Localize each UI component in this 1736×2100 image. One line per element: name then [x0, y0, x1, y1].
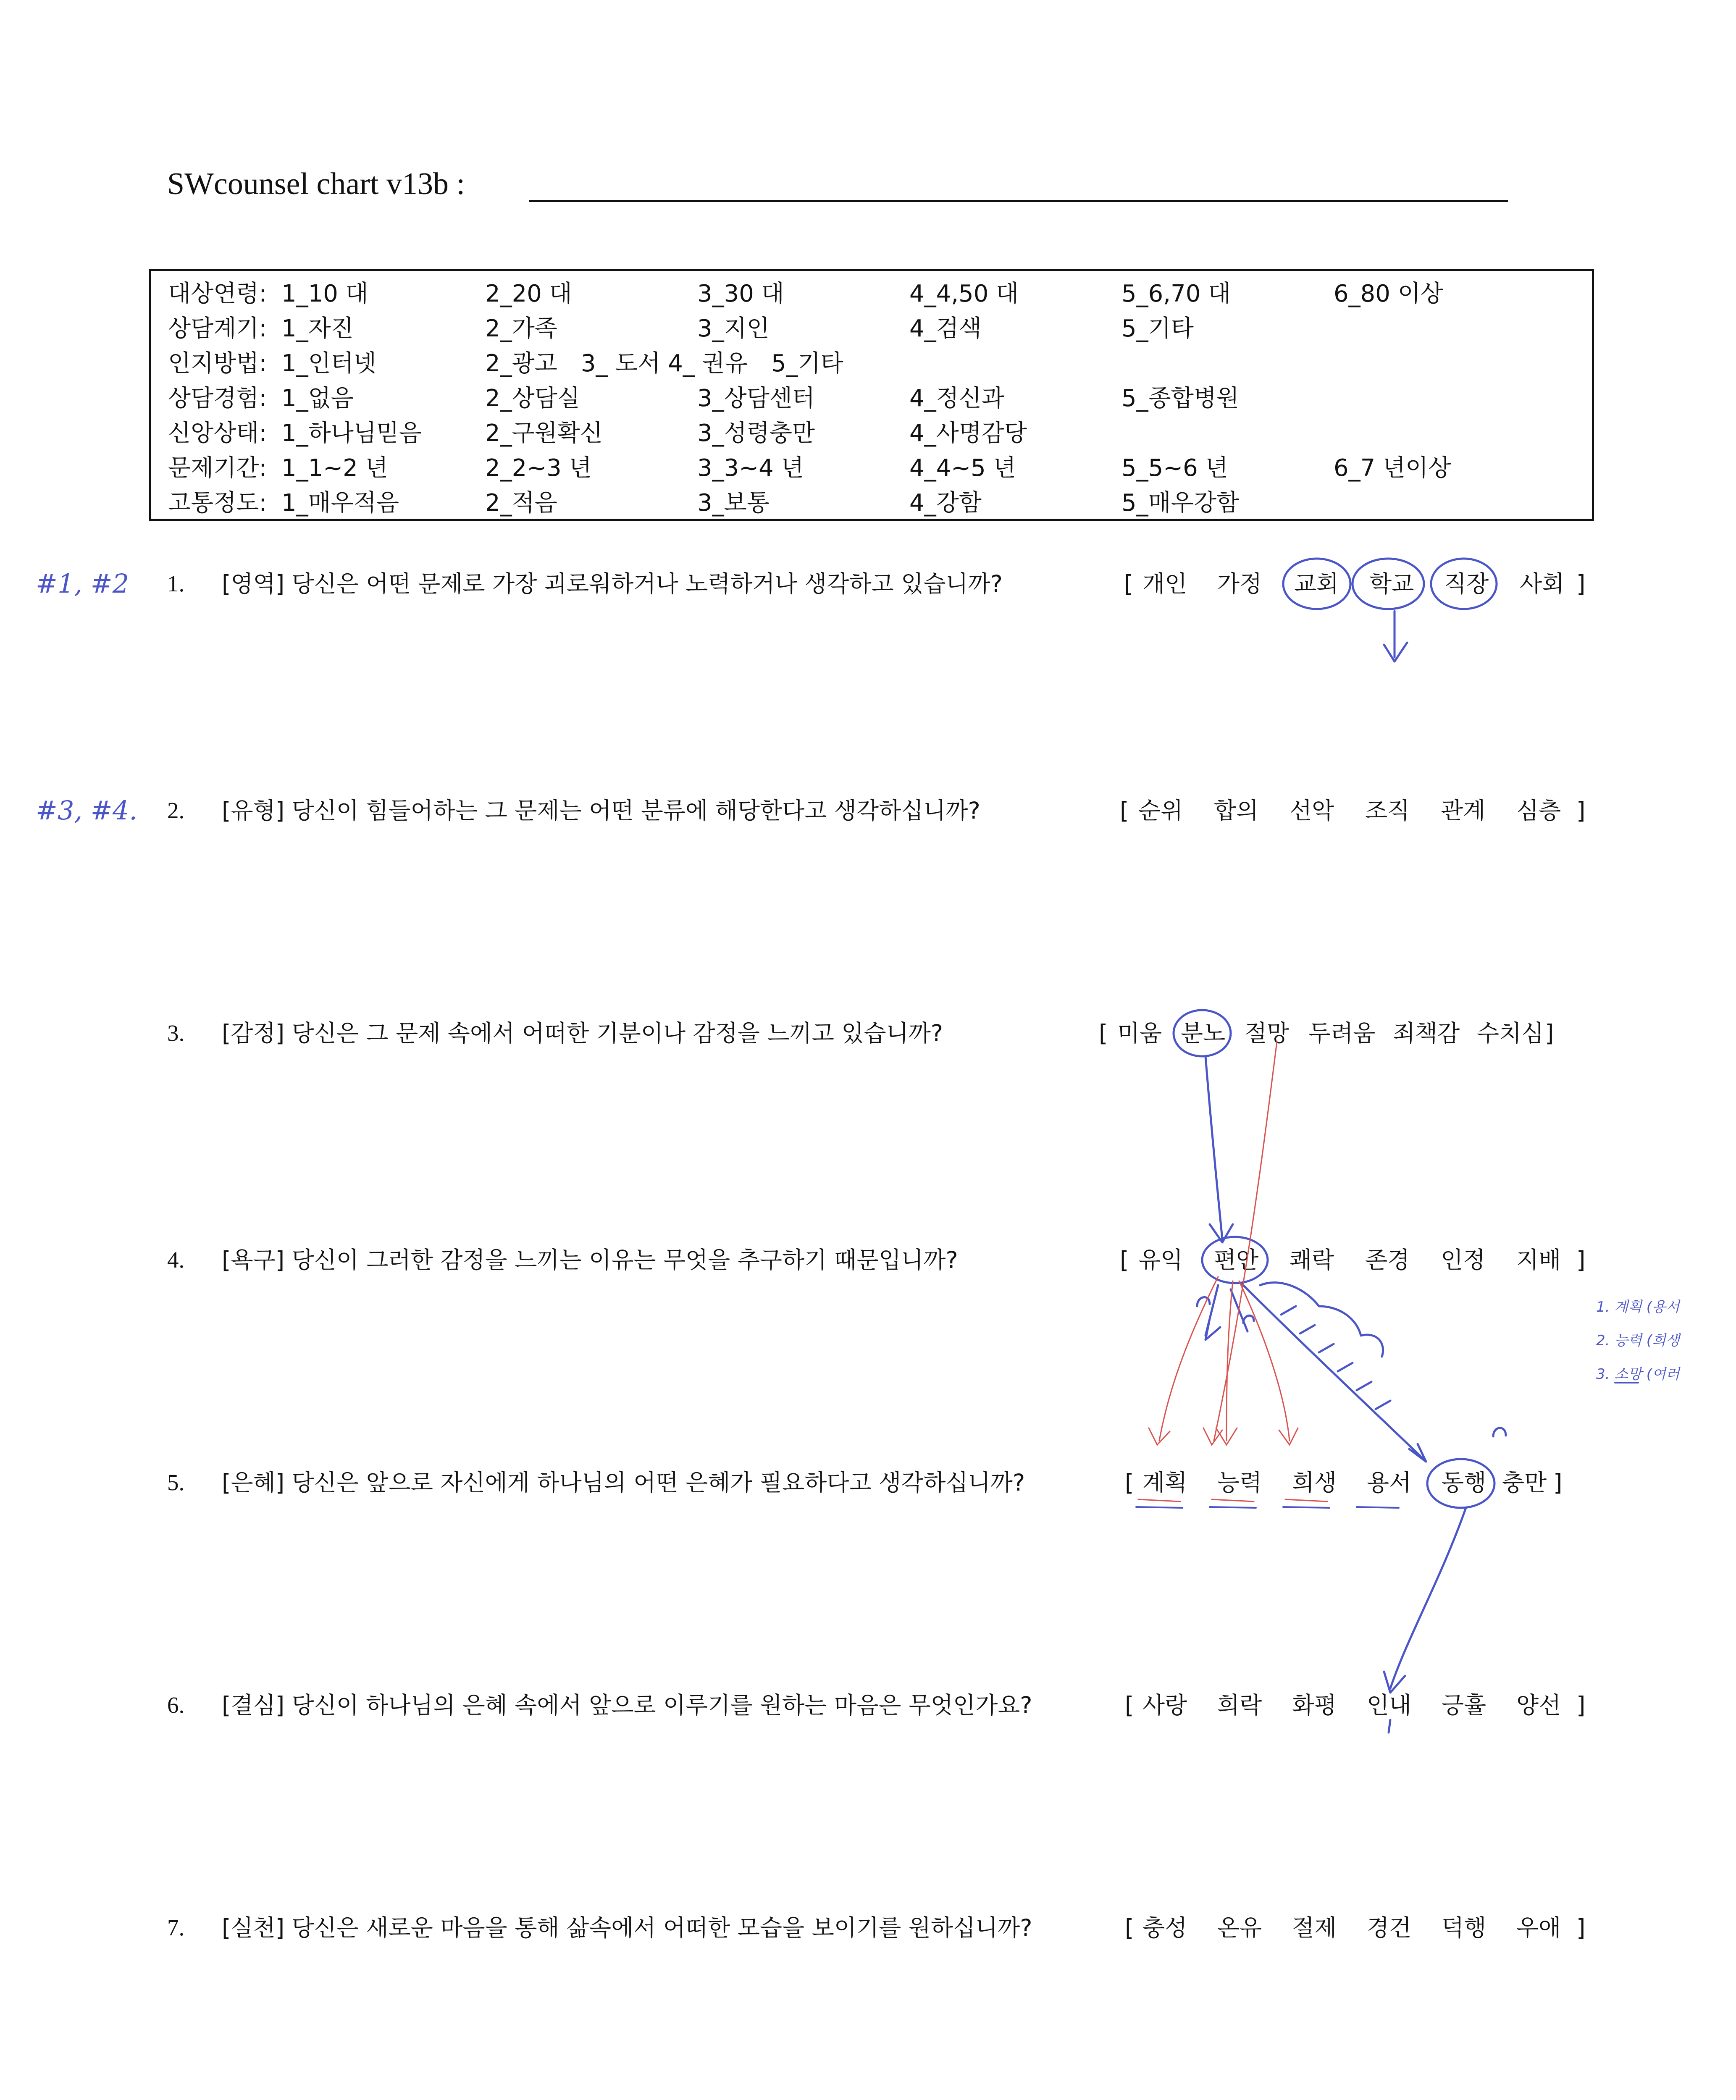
red-arrow-gyehoek [1149, 1277, 1218, 1445]
info-label: 고통정도: [168, 489, 267, 517]
question-text: [실천] 당신은 새로운 마음을 통해 삶속에서 어떠한 모습을 보이기를 원하십니까? [222, 1914, 1032, 1941]
bracket-open: [ [1099, 1020, 1108, 1047]
underline-gyehoek [1136, 1507, 1182, 1508]
option-jikjang[interactable]: 직장 [1444, 570, 1489, 597]
red-underline-huisaeng [1285, 1499, 1327, 1502]
question-text: [결심] 당신이 하나님의 은혜 속에서 앞으로 이루기를 원하는 마음은 무엇인가요? [222, 1692, 1032, 1719]
info-option[interactable]: 4_정신과 [909, 385, 1004, 412]
option-hwapyeong[interactable]: 화평 [1292, 1692, 1337, 1719]
option-donghaeng[interactable]: 동행 [1442, 1469, 1486, 1496]
arrow-mark-hakgyo [1384, 611, 1407, 662]
info-option[interactable]: 1_10 대 [281, 280, 368, 307]
handwritten-note-q2: #3, #4. [36, 795, 137, 826]
option-huisaeng[interactable]: 희생 [1292, 1469, 1337, 1496]
handwritten-side-note: 1. 계획 (용서 [1596, 1299, 1680, 1315]
handwritten-note-q1: #1, #2 [36, 568, 129, 599]
option-gyeonggeon[interactable]: 경건 [1367, 1914, 1412, 1941]
question-text: [유형] 당신이 힘들어하는 그 문제는 어떤 분류에 해당한다고 생각하십니까? [222, 797, 980, 824]
option-gajeong[interactable]: 가정 [1217, 570, 1262, 597]
bracket-open: [ [1125, 1469, 1134, 1496]
info-option[interactable]: 1_인터넷 [281, 350, 376, 377]
question-number: 2. [167, 798, 185, 823]
option-mium[interactable]: 미움 [1117, 1020, 1162, 1047]
info-option[interactable]: 2_20 대 [485, 280, 572, 307]
bracket-open: [ [1125, 1692, 1134, 1719]
option-yuik[interactable]: 유익 [1138, 1247, 1183, 1273]
option-duryeoum[interactable]: 두려움 [1308, 1020, 1376, 1047]
question-number: 7. [167, 1915, 185, 1940]
option-deokhaeng[interactable]: 덕행 [1442, 1914, 1486, 1941]
circle-mark-pyeonan [1202, 1237, 1268, 1283]
option-jongyeong[interactable]: 존경 [1365, 1247, 1410, 1273]
info-label: 상담경험: [168, 385, 267, 412]
option-bunno[interactable]: 분노 [1181, 1020, 1226, 1047]
red-arrow-neungnyeok [1216, 1281, 1237, 1445]
option-gaein[interactable]: 개인 [1142, 570, 1187, 597]
option-suchisim[interactable]: 수치심 [1477, 1020, 1544, 1047]
option-gyehoek[interactable]: 계획 [1142, 1469, 1187, 1496]
option-yangseon[interactable]: 양선 [1516, 1692, 1561, 1719]
question-number: 1. [167, 571, 185, 596]
hook-mark [1197, 1297, 1254, 1323]
question-number: 4. [167, 1247, 185, 1273]
tick-mark [1389, 1720, 1390, 1732]
option-yongseo[interactable]: 용서 [1367, 1469, 1412, 1496]
info-option[interactable]: 4_강함 [909, 489, 982, 517]
info-option[interactable]: 1_1~2 년 [281, 454, 388, 482]
question-text: [은혜] 당신은 앞으로 자신에게 하나님의 어떤 은혜가 필요하다고 생각하십니까? [222, 1469, 1025, 1496]
info-option[interactable]: 2_2~3 년 [485, 454, 592, 482]
info-option[interactable]: 5_기타 [1121, 315, 1194, 342]
info-option[interactable]: 1_매우적음 [281, 489, 399, 517]
option-chungman[interactable]: 충만 [1502, 1469, 1547, 1496]
circle-mark-hakgyo [1353, 559, 1424, 609]
question-number: 3. [167, 1020, 185, 1046]
bracket-close: ] [1576, 1247, 1586, 1273]
info-option[interactable]: 1_없음 [281, 385, 354, 412]
info-label: 대상연령: [168, 280, 267, 307]
info-option[interactable]: 4_사명감당 [909, 420, 1027, 447]
underline-neungnyeok [1210, 1507, 1256, 1508]
handwritten-side-note: 3. 소망 (여러 [1596, 1366, 1680, 1383]
bracket-close: ] [1576, 1914, 1586, 1941]
info-option[interactable]: 4_4,50 대 [909, 280, 1019, 307]
circle-mark-donghaeng [1427, 1459, 1494, 1508]
option-innae[interactable]: 인내 [1367, 1692, 1412, 1719]
info-option[interactable]: 4_4~5 년 [909, 454, 1016, 482]
info-option[interactable]: 5_매우강함 [1121, 489, 1240, 517]
option-pyeonan[interactable]: 편안 [1214, 1247, 1259, 1273]
bracket-open: [ [1125, 1914, 1134, 1941]
option-sunwi[interactable]: 순위 [1138, 797, 1183, 824]
option-neungnyeok[interactable]: 능력 [1217, 1469, 1262, 1496]
chart-title: SWcounsel chart v13b : [167, 167, 465, 201]
info-option[interactable]: 3_지인 [697, 315, 770, 342]
arrow-mark-donghaeng-innae [1384, 1508, 1466, 1693]
option-huirak[interactable]: 희락 [1217, 1692, 1262, 1719]
info-option[interactable]: 6_80 이상 [1334, 280, 1443, 307]
info-option[interactable]: 2_적음 [485, 489, 557, 517]
info-label: 문제기간: [168, 454, 267, 482]
info-option[interactable]: 5_5~6 년 [1121, 454, 1228, 482]
option-gyohoe[interactable]: 교회 [1294, 570, 1339, 597]
option-simcheung[interactable]: 심층 [1516, 797, 1561, 824]
option-seonak[interactable]: 선악 [1290, 797, 1334, 824]
arrow-mark-bunno-pyeonan [1205, 1056, 1233, 1242]
bracket-open: [ [1120, 1247, 1129, 1273]
option-jeolje[interactable]: 절제 [1292, 1914, 1337, 1941]
option-habui[interactable]: 합의 [1214, 797, 1259, 824]
info-option[interactable]: 1_하나님믿음 [281, 420, 422, 447]
info-option[interactable]: 4_검색 [909, 315, 982, 342]
question-number: 6. [167, 1692, 185, 1718]
handwritten-side-note: 2. 능력 (희생 [1596, 1332, 1680, 1349]
option-joechaekgam[interactable]: 죄책감 [1393, 1020, 1460, 1047]
circle-mark-bunno [1174, 1010, 1231, 1056]
info-option[interactable]: 2_광고 3_ 도서 4_ 권유 5_기타 [485, 350, 843, 377]
bracket-close: ] [1576, 797, 1586, 824]
option-uae[interactable]: 우애 [1516, 1914, 1561, 1941]
red-underline-neungnyeok [1212, 1499, 1254, 1502]
info-option[interactable]: 5_종합병원 [1121, 385, 1240, 412]
info-option[interactable]: 2_상담실 [485, 385, 580, 412]
info-option[interactable]: 3_상담센터 [697, 385, 815, 412]
bracket-open: [ [1124, 570, 1133, 597]
option-jojik[interactable]: 조직 [1365, 797, 1410, 824]
option-hakgyo[interactable]: 학교 [1369, 570, 1414, 597]
option-onyu[interactable]: 온유 [1217, 1914, 1262, 1941]
bracket-close: ] [1553, 1469, 1563, 1496]
option-jeolmang[interactable]: 절망 [1245, 1020, 1290, 1047]
option-geunghyul[interactable]: 긍휼 [1442, 1692, 1486, 1719]
bracket-close: ] [1576, 1692, 1586, 1719]
info-option[interactable]: 2_가족 [485, 315, 557, 342]
option-chungseong[interactable]: 충성 [1142, 1914, 1187, 1941]
info-option[interactable]: 3_3~4 년 [697, 454, 804, 482]
info-option[interactable]: 3_성령충만 [697, 420, 815, 447]
bracket-close: ] [1545, 1020, 1554, 1047]
info-label: 인지방법: [168, 350, 267, 377]
hook-mark [1493, 1428, 1506, 1436]
hatch-marks [1281, 1306, 1390, 1409]
option-sahoe[interactable]: 사회 [1520, 570, 1565, 597]
circle-mark-jikjang [1431, 559, 1497, 609]
arrow-mark-pyeonan-donghaeng [1241, 1283, 1426, 1462]
question-number: 5. [167, 1470, 185, 1495]
option-sarang[interactable]: 사랑 [1142, 1692, 1187, 1719]
info-option[interactable]: 1_자진 [281, 315, 354, 342]
red-underline-gyehoek [1138, 1499, 1180, 1502]
info-option[interactable]: 6_7 년이상 [1334, 454, 1451, 482]
info-option[interactable]: 2_구원확신 [485, 420, 603, 447]
option-gwangye[interactable]: 관계 [1441, 797, 1486, 824]
bracket-open: [ [1120, 797, 1129, 824]
question-text: [영역] 당신은 어떤 문제로 가장 괴로워하거나 노력하거나 생각하고 있습니까? [222, 570, 1003, 597]
info-label: 상담계기: [168, 315, 267, 342]
red-arrow-huisaeng [1239, 1281, 1298, 1445]
bracket-close: ] [1576, 570, 1586, 597]
info-option[interactable]: 5_6,70 대 [1121, 280, 1231, 307]
info-option[interactable]: 3_보통 [697, 489, 770, 517]
circle-mark-gyohoe [1283, 559, 1350, 609]
question-text: [감정] 당신은 그 문제 속에서 어떠한 기분이나 감정을 느끼고 있습니까? [222, 1020, 943, 1047]
option-jibae[interactable]: 지배 [1516, 1247, 1561, 1273]
info-label: 신앙상태: [168, 420, 267, 447]
info-option[interactable]: 3_30 대 [697, 280, 784, 307]
underline-huisaeng [1283, 1507, 1329, 1508]
underline-yongseo [1357, 1507, 1399, 1508]
option-injeong[interactable]: 인정 [1441, 1247, 1486, 1273]
question-text: [욕구] 당신이 그러한 감정을 느끼는 이유는 무엇을 추구하기 때문입니까? [222, 1247, 958, 1273]
red-arrow-jeolmang [1203, 1042, 1277, 1445]
option-kwaerak[interactable]: 쾌락 [1290, 1247, 1334, 1273]
